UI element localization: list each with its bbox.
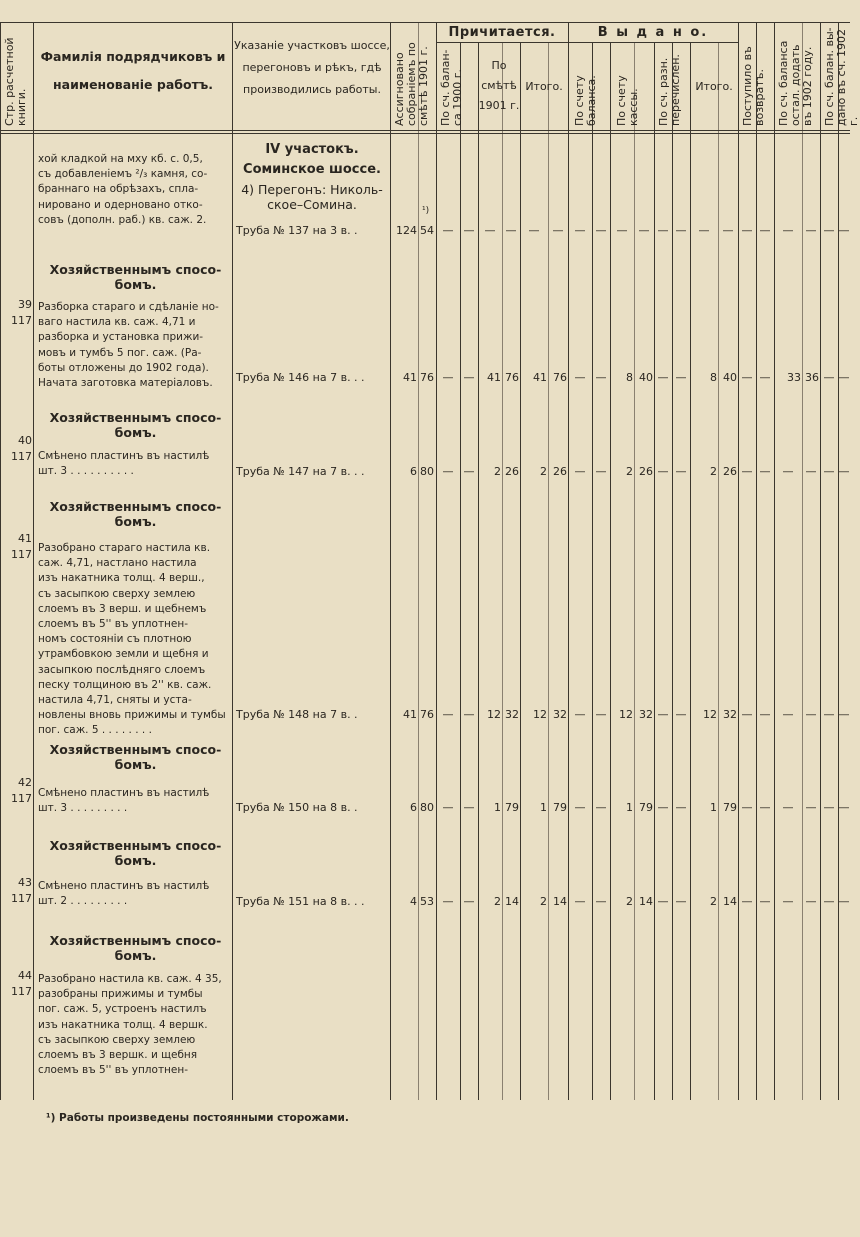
empty-cell-dash: — xyxy=(484,224,496,237)
row-ledger-number: 117 xyxy=(11,548,32,561)
empty-cell-dash: — xyxy=(657,801,669,814)
row-ledger-number: 117 xyxy=(11,892,32,905)
row-assigned-kop: 76 xyxy=(420,708,434,721)
row-description: Смѣнено пластинъ въ настилѣ шт. 2 . . . . . . . . . xyxy=(38,880,210,908)
row-description: Разобрано настила кв. саж. 4 35, разобраны прижимы и тумбы пог. саж. 5, устроенъ настилъ изъ накатника толщ. 4 вершк. съ засыпкою сверху землею слоемъ въ 3 вершк. и щебня слоемъ въ 5'' въ уплотнен- xyxy=(38,973,222,1077)
empty-cell-dash: — xyxy=(823,224,835,237)
row-assigned-kop: 80 xyxy=(420,465,434,478)
header-due-balance: По сч. балан- са 1900 г. xyxy=(439,49,464,126)
row-description: Смѣнено пластинъ въ настилѣ шт. 3 . . . . . . . . . . xyxy=(38,450,210,478)
row-assigned-rub: 41 xyxy=(403,708,417,721)
row-issued-total-kop: 32 xyxy=(723,708,737,721)
row-remain-kop: 36 xyxy=(805,371,819,384)
row-estimate-kop: 79 xyxy=(505,801,519,814)
empty-cell-dash: — xyxy=(463,895,475,908)
empty-cell-dash: — xyxy=(823,708,835,721)
row-total-kop: 32 xyxy=(553,708,567,721)
row-ledger-number: 117 xyxy=(11,792,32,805)
header-assigned-column: Ассигновано собраніемъ по смѣтѣ 1901 г. xyxy=(393,42,430,126)
row-kassa-kop: 14 xyxy=(639,895,653,908)
row-issued-total-kop: 79 xyxy=(723,801,737,814)
footnote: ¹) Работы произведены постоянными сторожами. xyxy=(46,1112,349,1124)
row-issued-total-rub: 8 xyxy=(710,371,717,384)
row-estimate-kop: 76 xyxy=(505,371,519,384)
empty-cell-dash: — xyxy=(823,801,835,814)
row-assigned-kop: 53 xyxy=(420,895,434,908)
empty-cell-dash: — xyxy=(463,224,475,237)
row-method: Хозяйственнымъ спосо- бомъ. xyxy=(49,933,222,963)
row-issued-total-rub: 2 xyxy=(710,895,717,908)
empty-cell-dash: — xyxy=(675,708,687,721)
row-description: Смѣнено пластинъ въ настилѣ шт. 3 . . . . . . . . . xyxy=(38,787,210,815)
row-description: Разборка стараго и сдѣланіе но- ваго настила кв. саж. 4,71 и разборка и установка прижи- мовъ и тумбъ 5 пог. саж. (Ра- боты отложены до 1902 года). Начата заготовка матеріаловъ. xyxy=(38,301,219,390)
row-total-kop: 26 xyxy=(553,465,567,478)
empty-cell-dash: — xyxy=(805,224,817,237)
row-kassa-rub: 12 xyxy=(619,708,633,721)
empty-cell-dash: — xyxy=(782,801,794,814)
row-page-number: 44 xyxy=(18,969,32,982)
row-method: Хозяйственнымъ спосо- бомъ. xyxy=(49,410,222,440)
row-assigned-rub: 41 xyxy=(403,371,417,384)
header-returned: Поступило въ возвратъ. xyxy=(741,46,766,126)
section-heading-line1: IV участокъ. xyxy=(265,142,359,157)
empty-cell-dash: — xyxy=(528,224,540,237)
section-heading-line3: 4) Перегонъ: Николь- ское–Сомина. xyxy=(241,182,383,212)
empty-cell-dash: — xyxy=(805,801,817,814)
empty-cell-dash: — xyxy=(823,895,835,908)
empty-cell-dash: — xyxy=(463,465,475,478)
empty-cell-dash: — xyxy=(595,895,607,908)
empty-cell-dash: — xyxy=(616,224,628,237)
row-kassa-kop: 40 xyxy=(639,371,653,384)
header-due-estimate: По смѣтѣ 1901 г. xyxy=(478,59,520,112)
empty-cell-dash: — xyxy=(741,708,753,721)
empty-cell-dash: — xyxy=(805,465,817,478)
header-group-issued: В ы д а н о. xyxy=(597,25,709,40)
empty-cell-dash: — xyxy=(805,708,817,721)
row-issued-total-rub: 12 xyxy=(703,708,717,721)
row-page-number: 41 xyxy=(18,532,32,545)
empty-cell-dash: — xyxy=(574,895,586,908)
section-heading-line2: Соминское шоссе. xyxy=(243,162,381,177)
empty-cell-dash: — xyxy=(657,708,669,721)
empty-cell-dash: — xyxy=(805,895,817,908)
row-description: Разобрано стараго настила кв. саж. 4,71, настлано настила изъ накатника толщ. 4 верш., съ засыпкою сверху землею слоемъ въ 3 верш. и щебнемъ слоемъ въ 5'' въ уплотнен- номъ состояніи съ плотною утрамбовкою земли и щебня и засыпкою послѣдняго слоемъ песку толщиною въ 2'' кв. саж. настила 4,71, сняты и уста- новлены вновь прижимы и тумбы пог. саж. 5 . . . . . . . . xyxy=(38,542,226,737)
row-assigned-rub: 6 xyxy=(410,801,417,814)
row-kassa-rub: 1 xyxy=(626,801,633,814)
row-kassa-kop: 32 xyxy=(639,708,653,721)
empty-cell-dash: — xyxy=(505,224,517,237)
empty-cell-dash: — xyxy=(838,708,850,721)
empty-cell-dash: — xyxy=(759,895,771,908)
empty-cell-dash: — xyxy=(741,371,753,384)
row-page-number: 39 xyxy=(18,298,32,311)
empty-cell-dash: — xyxy=(595,708,607,721)
row-place: Труба № 137 на 3 в. . xyxy=(236,224,358,237)
empty-cell-dash: — xyxy=(759,371,771,384)
empty-cell-dash: — xyxy=(675,895,687,908)
empty-cell-dash: — xyxy=(838,371,850,384)
empty-cell-dash: — xyxy=(595,465,607,478)
row-estimate-rub: 2 xyxy=(494,465,501,478)
empty-cell-dash: — xyxy=(782,224,794,237)
row-kassa-rub: 8 xyxy=(626,371,633,384)
row-kassa-kop: 79 xyxy=(639,801,653,814)
row-place: Труба № 147 на 7 в. . . xyxy=(236,465,365,478)
header-name-column: Фамилія подрядчиковъ и наименованіе работъ. xyxy=(40,49,226,92)
header-issued-kassa: По счету кассы. xyxy=(615,75,640,126)
row-issued-total-rub: 1 xyxy=(710,801,717,814)
empty-cell-dash: — xyxy=(838,465,850,478)
row-place: Труба № 148 на 7 в. . xyxy=(236,708,358,721)
row-remain-rub: 33 xyxy=(787,371,801,384)
empty-cell-dash: — xyxy=(552,224,564,237)
empty-cell-dash: — xyxy=(442,801,454,814)
empty-cell-dash: — xyxy=(823,371,835,384)
empty-cell-dash: — xyxy=(759,801,771,814)
empty-cell-dash: — xyxy=(741,465,753,478)
empty-cell-dash: — xyxy=(759,465,771,478)
row-estimate-kop: 32 xyxy=(505,708,519,721)
row-total-rub: 41 xyxy=(533,371,547,384)
empty-cell-dash: — xyxy=(638,224,650,237)
row-kassa-kop: 26 xyxy=(639,465,653,478)
row-page-number: 40 xyxy=(18,434,32,447)
empty-cell-dash: — xyxy=(759,224,771,237)
row-assigned-rub: 4 xyxy=(410,895,417,908)
empty-cell-dash: — xyxy=(741,801,753,814)
header-place-column: Указаніе участковъ шоссе, перегоновъ и рѣкъ, гдѣ производились работы. xyxy=(234,39,390,96)
empty-cell-dash: — xyxy=(574,224,586,237)
empty-cell-dash: — xyxy=(657,224,669,237)
empty-cell-dash: — xyxy=(574,465,586,478)
row-page-number: 42 xyxy=(18,776,32,789)
row-method: Хозяйственнымъ спосо- бомъ. xyxy=(49,838,222,868)
empty-cell-dash: — xyxy=(838,895,850,908)
row-assigned-kop: 54 xyxy=(420,224,434,237)
empty-cell-dash: — xyxy=(595,801,607,814)
empty-cell-dash: — xyxy=(698,224,710,237)
empty-cell-dash: — xyxy=(782,895,794,908)
empty-cell-dash: — xyxy=(442,895,454,908)
row-place: Труба № 151 на 8 в. . . xyxy=(236,895,365,908)
empty-cell-dash: — xyxy=(838,801,850,814)
row-total-kop: 76 xyxy=(553,371,567,384)
row-estimate-rub: 41 xyxy=(487,371,501,384)
row-method: Хозяйственнымъ спосо- бомъ. xyxy=(49,262,222,292)
empty-cell-dash: — xyxy=(442,371,454,384)
row-total-kop: 14 xyxy=(553,895,567,908)
row-ledger-number: 117 xyxy=(11,450,32,463)
row-method: Хозяйственнымъ спосо- бомъ. xyxy=(49,742,222,772)
row-estimate-kop: 26 xyxy=(505,465,519,478)
empty-cell-dash: — xyxy=(675,371,687,384)
empty-cell-dash: — xyxy=(657,895,669,908)
row-assigned-kop: 76 xyxy=(420,371,434,384)
row-estimate-rub: 2 xyxy=(494,895,501,908)
empty-cell-dash: — xyxy=(442,224,454,237)
header-issued-total: Итого. xyxy=(695,80,733,93)
empty-cell-dash: — xyxy=(741,224,753,237)
row-kassa-rub: 2 xyxy=(626,895,633,908)
header-issued-balance: По счету баланса. xyxy=(573,75,598,126)
empty-cell-dash: — xyxy=(595,371,607,384)
row-ledger-number: 117 xyxy=(11,314,32,327)
row-issued-total-rub: 2 xyxy=(710,465,717,478)
row-estimate-kop: 14 xyxy=(505,895,519,908)
row-assigned-rub: 124 xyxy=(396,224,417,237)
row-estimate-rub: 1 xyxy=(494,801,501,814)
empty-cell-dash: — xyxy=(782,708,794,721)
header-group-due: Причитается. xyxy=(448,25,556,40)
row-total-rub: 2 xyxy=(540,895,547,908)
empty-cell-dash: — xyxy=(574,371,586,384)
header-page-column: Стр. расчетной книги. xyxy=(3,37,28,126)
empty-cell-dash: — xyxy=(782,465,794,478)
empty-cell-dash: — xyxy=(838,224,850,237)
row-issued-total-kop: 40 xyxy=(723,371,737,384)
empty-cell-dash: — xyxy=(574,801,586,814)
empty-cell-dash: — xyxy=(759,708,771,721)
header-remain-1902: По сч. баланса остал. додать въ 1902 году. xyxy=(777,40,814,126)
row-ledger-number: 117 xyxy=(11,985,32,998)
row-total-kop: 79 xyxy=(553,801,567,814)
empty-cell-dash: — xyxy=(657,371,669,384)
row-place: Труба № 146 на 7 в. . . xyxy=(236,371,365,384)
empty-cell-dash: — xyxy=(675,801,687,814)
empty-cell-dash: — xyxy=(675,224,687,237)
row-place: Труба № 150 на 8 в. . xyxy=(236,801,358,814)
empty-cell-dash: — xyxy=(463,371,475,384)
footnote-marker: ¹) xyxy=(422,206,430,216)
header-issued-transfer: По сч. разн. перечислен. xyxy=(657,54,682,126)
empty-cell-dash: — xyxy=(463,801,475,814)
row-total-rub: 2 xyxy=(540,465,547,478)
row-kassa-rub: 2 xyxy=(626,465,633,478)
row-issued-total-kop: 14 xyxy=(723,895,737,908)
empty-cell-dash: — xyxy=(675,465,687,478)
row-issued-total-kop: 26 xyxy=(723,465,737,478)
header-issued-1902: По сч. балан. вы- дано въ сч. 1902 г. xyxy=(823,27,860,126)
row-total-rub: 12 xyxy=(533,708,547,721)
row-estimate-rub: 12 xyxy=(487,708,501,721)
row-method: Хозяйственнымъ спосо- бомъ. xyxy=(49,499,222,529)
empty-cell-dash: — xyxy=(823,465,835,478)
row-assigned-rub: 6 xyxy=(410,465,417,478)
empty-cell-dash: — xyxy=(574,708,586,721)
empty-cell-dash: — xyxy=(442,465,454,478)
row-description: хой кладкой на мху кб. с. 0,5, съ добавленіемъ ²/₃ камня, со- браннаго на обрѣзахъ, спла- нировано и одерновано отко- совъ (дополн. раб.) кв. саж. 2. xyxy=(38,153,208,226)
empty-cell-dash: — xyxy=(463,708,475,721)
empty-cell-dash: — xyxy=(595,224,607,237)
header-due-total: Итого. xyxy=(525,80,563,93)
empty-cell-dash: — xyxy=(741,895,753,908)
empty-cell-dash: — xyxy=(657,465,669,478)
empty-cell-dash: — xyxy=(722,224,734,237)
row-total-rub: 1 xyxy=(540,801,547,814)
row-assigned-kop: 80 xyxy=(420,801,434,814)
empty-cell-dash: — xyxy=(442,708,454,721)
row-page-number: 43 xyxy=(18,876,32,889)
